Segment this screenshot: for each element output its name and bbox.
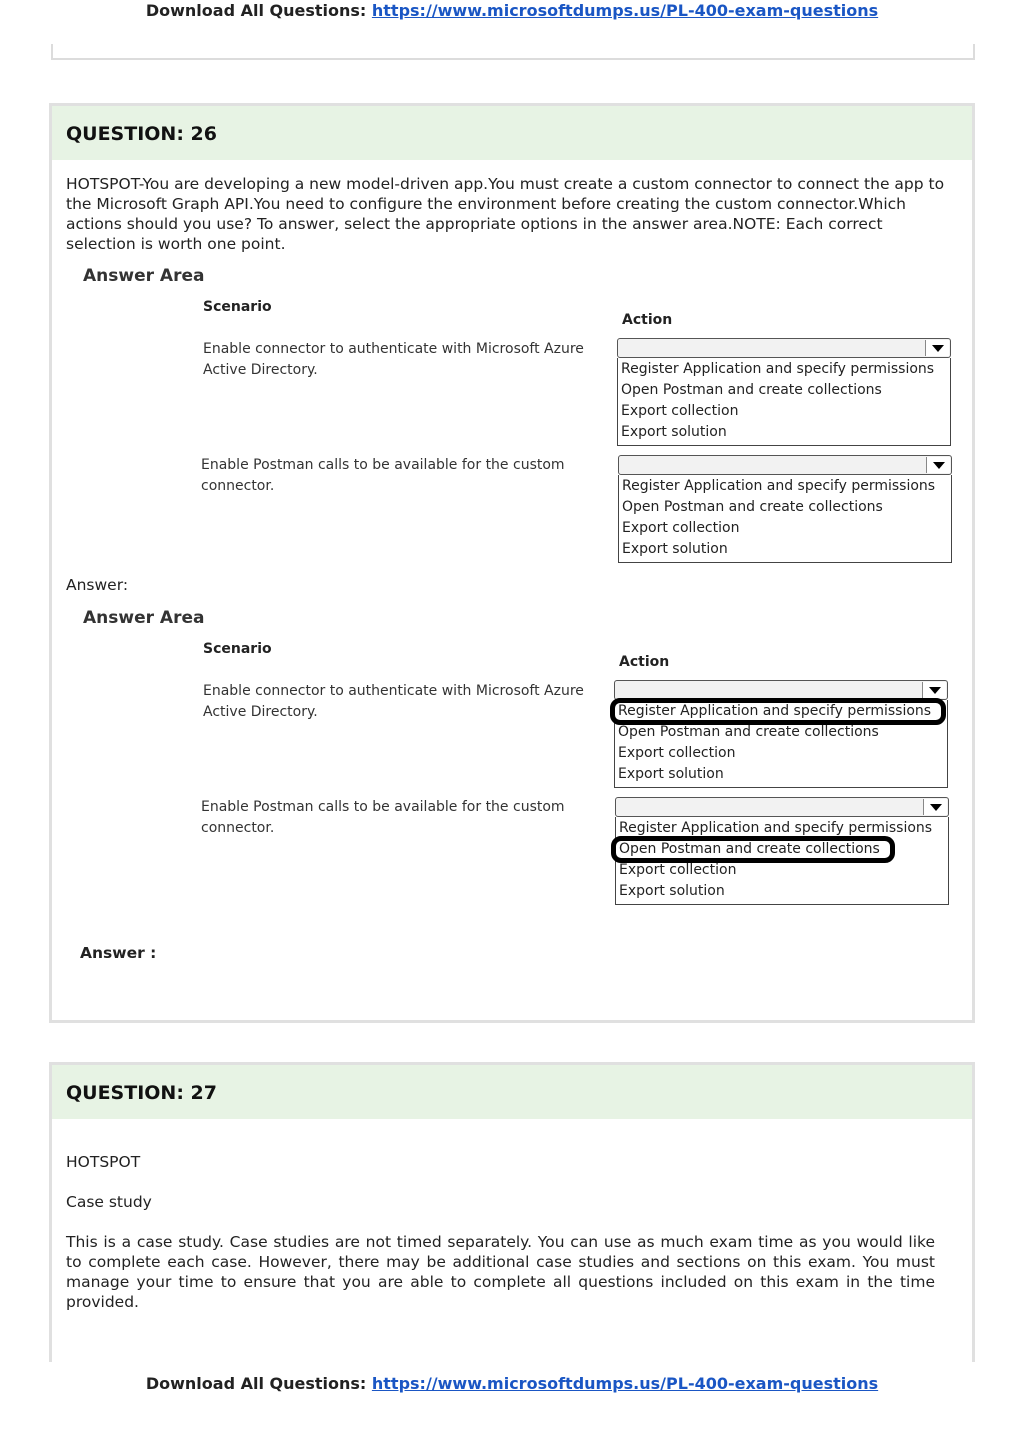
answer-area-title: Answer Area [83,266,205,286]
question-text: HOTSPOT-You are developing a new model-driven app.You must create a custom connector to connect the app to the Microsoft Graph API.You need to configure the environment before creating the custom connector.Which actions should you use? To answer, select the appropriate options in the answer area.NOTE: Each correct selection is worth one point. [66,175,945,253]
option[interactable]: Open Postman and create collections [621,382,882,398]
download-header [0,1,1024,20]
case-study-text: This is a case study. Case studies are not timed separately. You can use as much exam time as you would like to complete each case. However, there may be additional case studies and sections on this exam. You must manage your time to ensure that you are able to complete all questions included on this exam in the time provided. [66,1233,935,1311]
action-header: Action [622,312,673,328]
answer-label: Answer: [66,576,129,594]
download-footer [0,1374,1024,1393]
scenario-header: Scenario [203,299,272,315]
option[interactable]: Open Postman and create collections [622,499,883,515]
action-dropdown-2[interactable] [618,455,952,563]
question-card-26 [49,103,975,1023]
action-dropdown-1[interactable] [617,338,951,446]
scenario-1: Enable connector to authenticate with Microsoft Azure Active Directory. [203,683,584,720]
case-study-label: Case study [66,1193,152,1211]
chevron-down-icon[interactable] [925,340,949,356]
answer-area-title: Answer Area [83,608,205,628]
scenario-1: Enable connector to authenticate with Microsoft Azure Active Directory. [203,341,584,378]
option[interactable]: Export collection [622,520,740,536]
option-selected[interactable] [618,701,947,722]
answer-footer-label: Answer : [80,944,157,962]
answer-area-solution [66,608,966,908]
download-label: Download All Questions: [145,1374,367,1393]
option[interactable]: Export collection [621,403,739,419]
dropdown-options [614,700,948,788]
question-title: QUESTION: 26 [52,106,972,160]
option[interactable]: Export solution [619,883,725,899]
chevron-down-icon[interactable] [923,799,947,815]
option-label: Register Application and specify permissions [618,703,932,719]
option[interactable]: Export solution [622,541,728,557]
question-type: HOTSPOT [66,1153,141,1171]
download-link[interactable]: https://www.microsoftdumps.us/PL-400-exam-questions [371,1374,879,1393]
option[interactable]: Open Postman and create collections [618,724,879,740]
option[interactable]: Export solution [621,424,727,440]
answer-area-question [66,266,966,566]
dropdown-options [617,358,951,446]
scenario-2: Enable Postman calls to be available for the custom connector. [201,457,565,494]
action-header: Action [619,654,670,670]
download-link[interactable]: https://www.microsoftdumps.us/PL-400-exam-questions [371,1,879,20]
question-card-27 [49,1062,975,1362]
chevron-down-icon[interactable] [926,457,950,473]
dropdown-options [618,475,952,563]
option[interactable]: Register Application and specify permissions [619,820,933,836]
option[interactable]: Export solution [618,766,724,782]
selection-circle [610,698,946,725]
dropdown-options [615,817,949,905]
previous-card-edge [51,44,975,60]
option[interactable]: Register Application and specify permissions [621,361,935,377]
option[interactable]: Export collection [619,862,737,878]
selection-circle [611,836,895,863]
option[interactable]: Register Application and specify permissions [622,478,936,494]
option[interactable]: Export collection [618,745,736,761]
download-label: Download All Questions: [145,1,367,20]
option-label: Open Postman and create collections [619,841,880,857]
action-dropdown-1[interactable] [614,680,948,788]
option-selected[interactable] [619,839,948,860]
scenario-header: Scenario [203,641,272,657]
action-dropdown-2[interactable] [615,797,949,905]
chevron-down-icon[interactable] [922,682,946,698]
scenario-2: Enable Postman calls to be available for the custom connector. [201,799,565,836]
question-title: QUESTION: 27 [52,1065,972,1119]
